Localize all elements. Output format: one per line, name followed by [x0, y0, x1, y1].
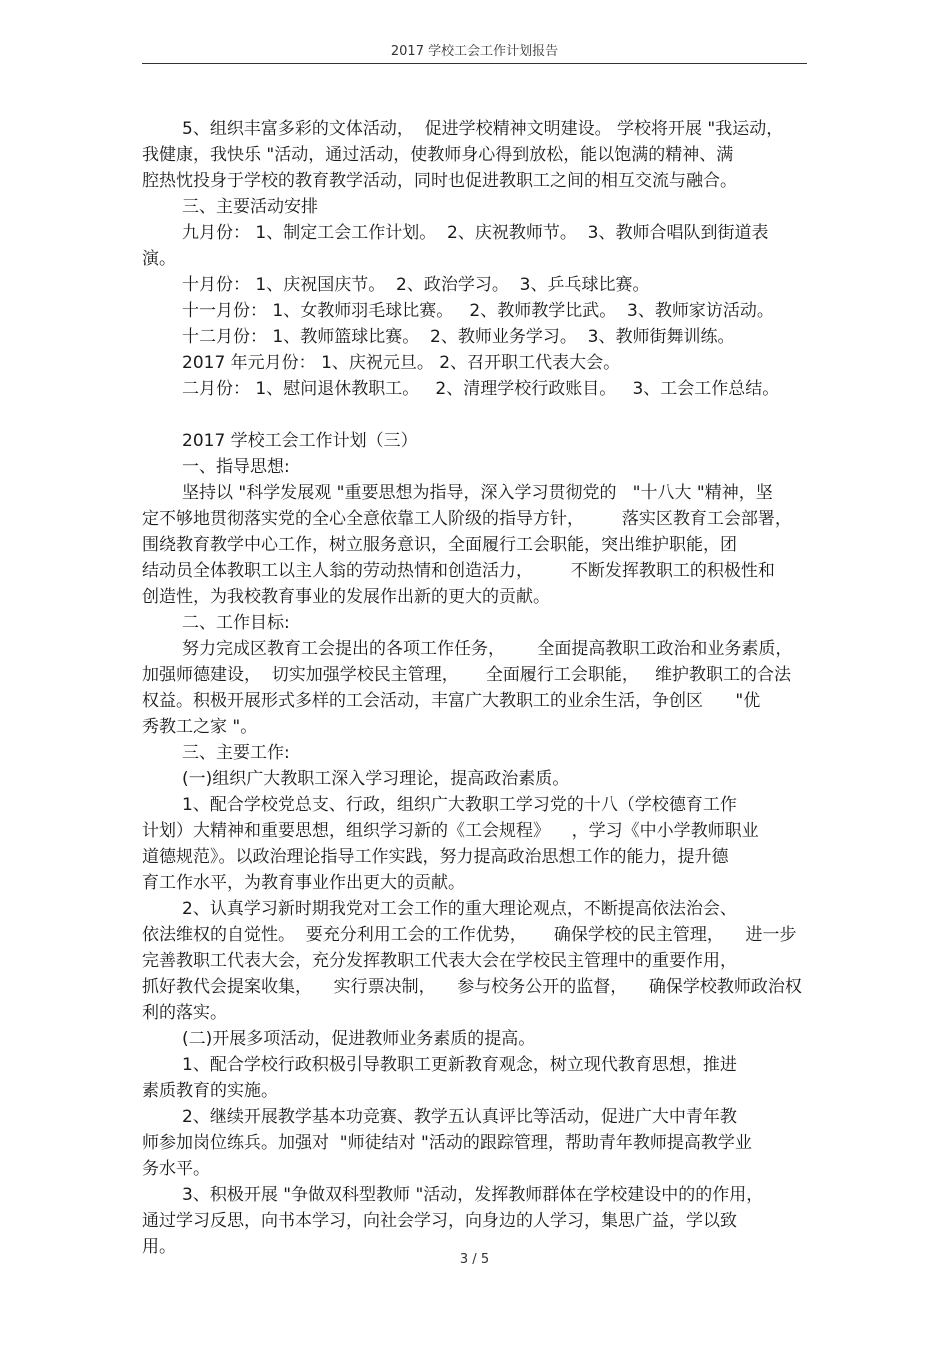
text-line: 计划）大精神和重要思想，组织学习新的《工会规程》 ，学习《中小学教师职业 — [142, 821, 759, 841]
section-heading: 三、主要工作: — [182, 743, 290, 763]
spacer — [142, 402, 807, 428]
text-line: 演。 — [142, 249, 176, 269]
text-line: 九月份： 1、制定工会工作计划。 2、庆祝教师节。 3、教师合唱队到街道表 — [182, 223, 769, 243]
text-line: 3、积极开展 "争做双科型教师 "活动，发挥教师群体在学校建设中的的作用， — [182, 1185, 764, 1205]
text-line: 二月份： 1、慰问退休教职工。 2、清理学校行政账目。 3、工会工作总结。 — [182, 379, 780, 399]
text-line: 通过学习反思，向书本学习，向社会学习，向身边的人学习，集思广益，学以致 — [142, 1211, 737, 1231]
text-line: 1、配合学校党总支、行政，组织广大教职工学习党的十八（学校德育工作 — [182, 795, 737, 815]
text-line: 道德规范》。以政治理论指导工作实践，努力提高政治思想工作的能力，提升德 — [142, 847, 729, 867]
text-line: 2017 年元月份： 1、庆祝元旦。 2、召开职工代表大会。 — [182, 353, 621, 373]
text-line: 用。 — [142, 1237, 176, 1257]
subsection-heading: (二)开展多项活动，促进教师业务素质的提高。 — [182, 1029, 536, 1049]
text-line: 腔热忱投身于学校的教育教学活动，同时也促进教职工之间的相互交流与融合。 — [142, 171, 737, 191]
text-line: 十月份： 1、庆祝国庆节。 2、政治学习。 3、乒乓球比赛。 — [182, 275, 650, 295]
text-line: 2、认真学习新时期我党对工会工作的重大理论观点，不断提高依法治会、 — [182, 899, 737, 919]
section-heading: 二、工作目标: — [182, 613, 290, 633]
text-line: 权益。积极开展形式多样的工会活动，丰富广大教职工的业余生活，争创区 "优 — [142, 691, 761, 711]
text-line: 十一月份： 1、女教师羽毛球比赛。 2、教师教学比武。 3、教师家访活动。 — [182, 301, 774, 321]
text-line: 1、配合学校行政积极引导教职工更新教育观念，树立现代教育思想，推进 — [182, 1055, 737, 1075]
document-body — [142, 116, 807, 1260]
text-line: 十二月份： 1、教师篮球比赛。 2、教师业务学习。 3、教师街舞训练。 — [182, 327, 735, 347]
text-line: 务水平。 — [142, 1159, 210, 1179]
text-line: 结动员全体教职工以主人翁的劳动热情和创造活力， 不断发挥教职工的积极性和 — [142, 561, 775, 581]
subsection-heading: (一)组织广大教职工深入学习理论，提高政治素质。 — [182, 769, 570, 789]
document-title: 2017 学校工会工作计划（三） — [182, 431, 418, 451]
header-divider — [142, 63, 807, 64]
text-line: 努力完成区教育工会提出的各项工作任务， 全面提高教职工政治和业务素质， — [182, 639, 793, 659]
text-line: 围绕教育教学中心工作，树立服务意识，全面履行工会职能，突出维护职能，团 — [142, 535, 737, 555]
page-header: 2017 学校工会工作计划报告 — [390, 44, 559, 59]
text-line: 育工作水平，为教育事业作出更大的贡献。 — [142, 873, 465, 893]
text-line: 素质教育的实施。 — [142, 1081, 278, 1101]
text-line: 2、继续开展教学基本功竞赛、教学五认真评比等活动，促进广大中青年教 — [182, 1107, 737, 1127]
section-heading: 三、主要活动安排 — [182, 197, 318, 217]
text-line: 我健康，我快乐 "活动，通过活动，使教师身心得到放松，能以饱满的精神、满 — [142, 145, 734, 165]
text-line: 抓好教代会提案收集， 实行票决制， 参与校务公开的监督， 确保学校教师政治权 — [142, 977, 802, 997]
text-line: 秀教工之家 "。 — [142, 717, 258, 737]
text-line: 坚持以 "科学发展观 "重要思想为指导，深入学习贯彻党的 "十八大 "精神，坚 — [182, 483, 773, 503]
text-line: 利的落实。 — [142, 1003, 227, 1023]
section-heading: 一、指导思想: — [182, 457, 290, 477]
text-line: 师参加岗位练兵。加强对 "师徒结对 "活动的跟踪管理，帮助青年教师提高教学业 — [142, 1133, 752, 1153]
text-line: 依法维权的自觉性。 要充分利用工会的工作优势， 确保学校的民主管理， 进一步 — [142, 925, 797, 945]
page-number: 3 / 5 — [459, 1252, 490, 1267]
text-line: 5、组织丰富多彩的文体活动， 促进学校精神文明建设。 学校将开展 "我运动， — [182, 119, 784, 139]
text-line: 创造性，为我校教育事业的发展作出新的更大的贡献。 — [142, 587, 550, 607]
text-line: 加强师德建设， 切实加强学校民主管理， 全面履行工会职能， 维护教职工的合法 — [142, 665, 792, 685]
text-line: 完善教职工代表大会，充分发挥教职工代表大会在学校民主管理中的重要作用， — [142, 951, 737, 971]
text-line: 定不够地贯彻落实党的全心全意依靠工人阶级的指导方针， 落实区教育工会部署， — [142, 509, 792, 529]
